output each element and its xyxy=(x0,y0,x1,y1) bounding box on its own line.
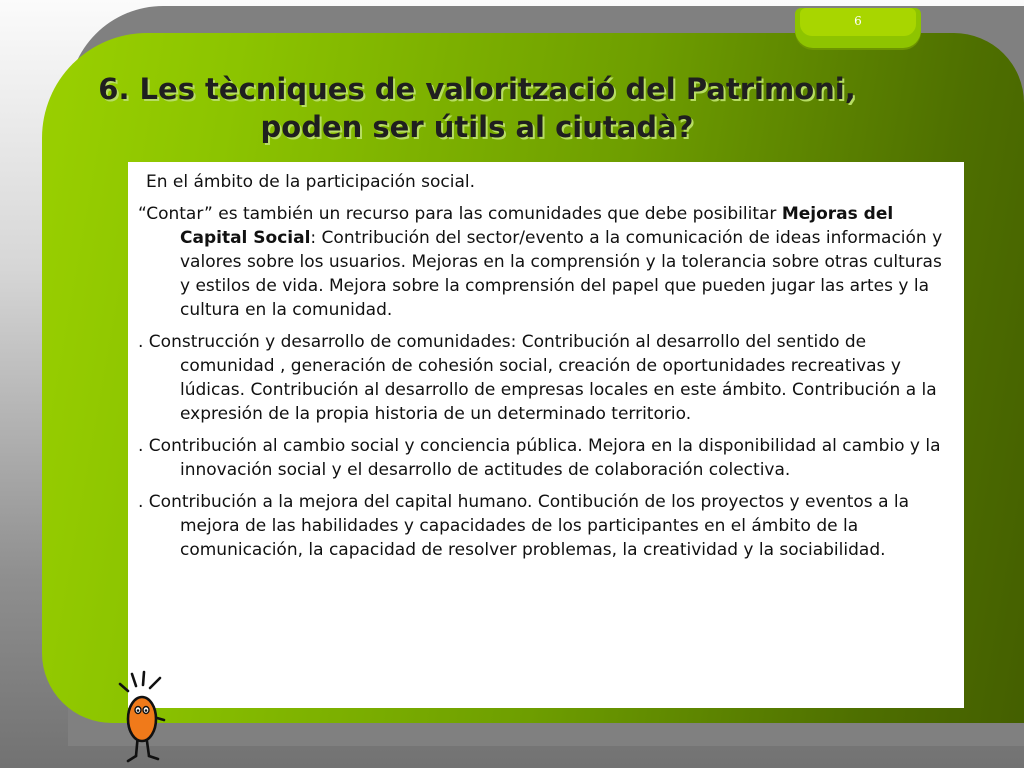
orange-cartoon-character-icon xyxy=(108,664,172,768)
paragraph-capital-humano: . Contribución a la mejora del capital humano. Contibución de los proyectos y eventos a la mejora de las habilidades y capacidades de los participantes en el ámbito de la comunicación, la capacidad de resolver problemas, la creatividad y la sociabilidad. xyxy=(138,492,910,560)
paragraph-capital-social-bold: Mejoras del Capital Social xyxy=(180,204,894,248)
paragraph-cambio-social: . Contribución al cambio social y conciencia pública. Mejora en la disponibilidad al cambio y la innovación social y el desarrollo de actitudes de colaboración colectiva. xyxy=(138,436,941,480)
content-box xyxy=(128,162,964,708)
slide-title-line-2: poden ser útils al ciutadà? xyxy=(260,110,694,144)
paragraph-capital-social-suffix: : Contribución del sector/evento a la comunicación de ideas información y valores sobre los usuarios. Mejoras en la comprensión y la tolerancia sobre otras culturas y estilos de vida. Mejora sobre la comprensión del papel que pueden jugar las artes y la cultura en la comunidad. xyxy=(180,228,943,320)
slide-title-line-1: 6. Les tècniques de valorització del Patrimoni, xyxy=(98,72,856,106)
intro-paragraph: En el ámbito de la participación social. xyxy=(146,172,476,192)
slide-title xyxy=(72,70,882,146)
paragraph-capital-social-prefix: “Contar” es también un recurso para las comunidades que debe posibilitar xyxy=(138,204,782,224)
page-number: 6 xyxy=(854,14,862,28)
paragraph-capital-social xyxy=(138,202,954,322)
paragraph-desarrollo-comunidades: . Construcción y desarrollo de comunidades: Contribución al desarrollo del sentido de comunidad , generación de cohesión social, creación de oportunidades recreativas y lúdicas. Contribución al desarrollo de empresas locales en este ámbito. Contribución a la expresión de la propia historia de un determinado territorio. xyxy=(138,332,937,424)
